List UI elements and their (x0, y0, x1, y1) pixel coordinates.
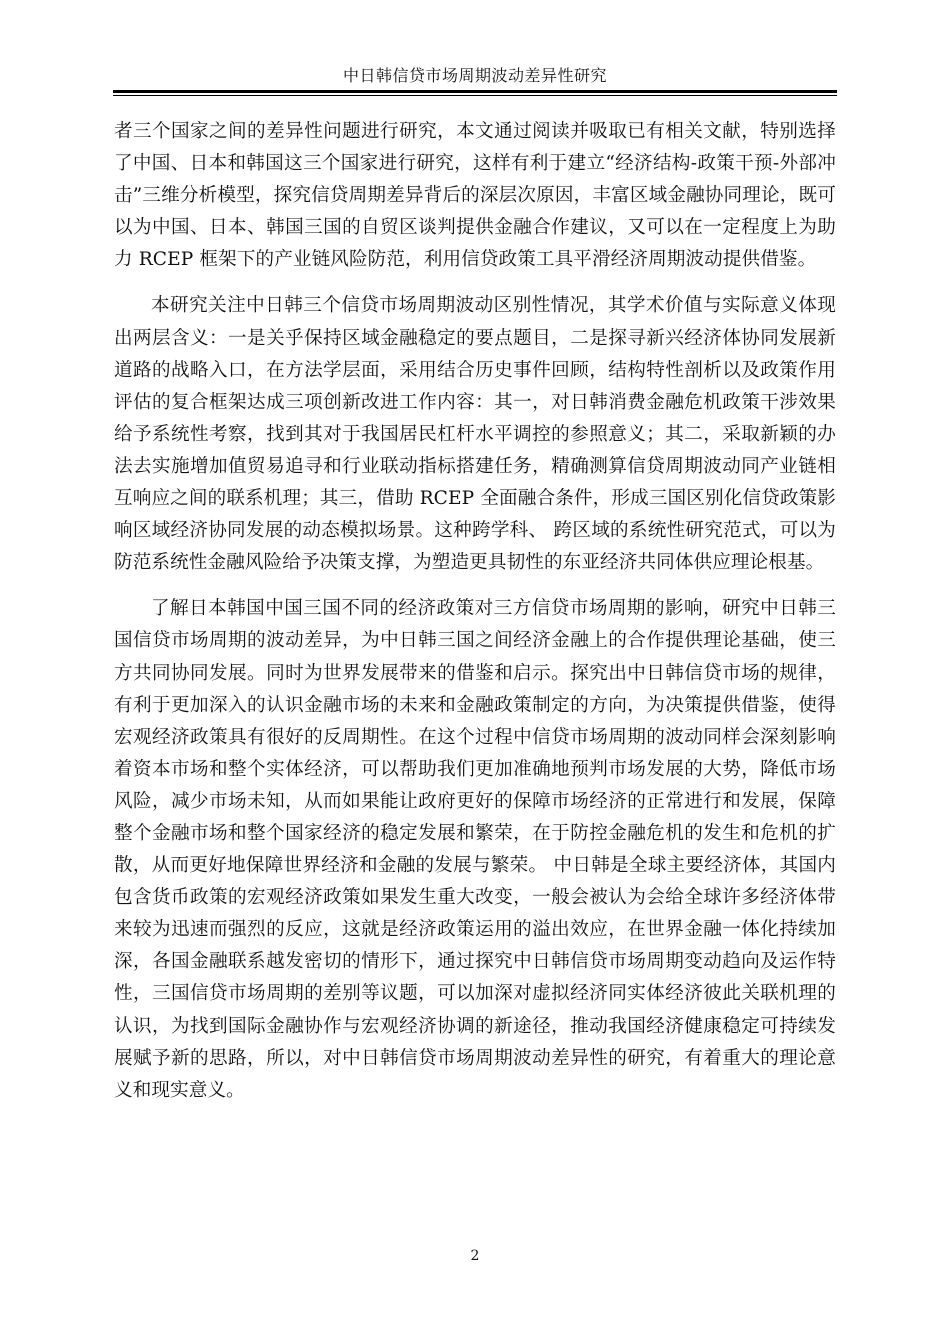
paragraph-research-significance: 了解日本韩国中国三国不同的经济政策对三方信贷市场周期的影响，研究中日韩三国信贷市场周期的波动差异，为中日韩三国之间经济金融上的合作提供理论基础，使三方共同协同发展。同时为世界发展带来的借鉴和启示。探究出中日韩信贷市场的规律，有利于更加深入的认识金融市场的未来和金融政策制定的方向，为决策提供借鉴，使得宏观经济政策具有很好的反周期性。在这个过程中信贷市场周期的波动同样会深刻影响着资本市场和整个实体经济，可以帮助我们更加准确地预判市场发展的大势，降低市场风险，减少市场未知，从而如果能让政府更好的保障市场经济的正常进行和发展，保障整个金融市场和整个国家经济的稳定发展和繁荣，在于防控金融危机的发生和危机的扩散，从而更好地保障世界经济和金融的发展与繁荣。 中日韩是全球主要经济体，其国内包含货币政策的宏观经济政策如果发生重大改变，一般会被认为会给全球许多经济体带来较为迅速而强烈的反应，这就是经济政策运用的溢出效应，在世界金融一体化持续加深，各国金融联系越发密切的情形下，通过探究中日韩信贷市场周期变动趋向及运作特性，三国信贷市场周期的差别等议题，可以加深对虚拟经济同实体经济彼此关联机理的认识，为找到国际金融协作与宏观经济协调的新途径，推动我国经济健康稳定可持续发展赋予新的思路，所以，对中日韩信贷市场周期波动差异性的研究，有着重大的理论意义和现实意义。 (114, 598, 836, 1101)
running-header: 中日韩信贷市场周期波动差异性研究 (342, 66, 607, 85)
header-rule-thick (113, 90, 837, 93)
paragraph-continuation: 者三个国家之间的差异性问题进行研究，本文通过阅读并吸取已有相关文献，特别选择了中国、日本和韩国这三个国家进行研究，这样有利于建立“经济结构-政策干预-外部冲击”三维分析模型，探究信贷周期差异背后的深层次原因，丰富区域金融协同理论，既可以为中国、日本、韩国三国的自贸区谈判提供金融合作建议，又可以在一定程度上为助力 RCEP 框架下的产业链风险防范，利用信贷政策工具平滑经济周期波动提供借鉴。 (114, 121, 836, 271)
page-number: 2 (470, 1248, 480, 1264)
body-text (114, 116, 836, 1121)
paragraph-research-value: 本研究关注中日韩三个信贷市场周期波动区别性情况，其学术价值与实际意义体现出两层含义：一是关乎保持区域金融稳定的要点题目，二是探寻新兴经济体协同发展新道路的战略入口，在方法学层面，采用结合历史事件回顾，结构特性剖析以及政策作用评估的复合框架达成三项创新改进工作内容：其一，对日韩消费金融危机政策干涉效果给予系统性考察，找到其对于我国居民杠杆水平调控的参照意义；其二，采取新颖的办法去实施增加值贸易追寻和行业联动指标搭建任务，精确测算信贷周期波动同产业链相互响应之间的联系机理；其三，借助 RCEP 全面融合条件，形成三国区别化信贷政策影响区域经济协同发展的动态模拟场景。这种跨学科、 跨区域的系统性研究范式，可以为防范系统性金融风险给予决策支撑，为塑造更具韧性的东亚经济共同体供应理论根基。 (114, 295, 836, 574)
header-rule-thin (113, 95, 837, 96)
